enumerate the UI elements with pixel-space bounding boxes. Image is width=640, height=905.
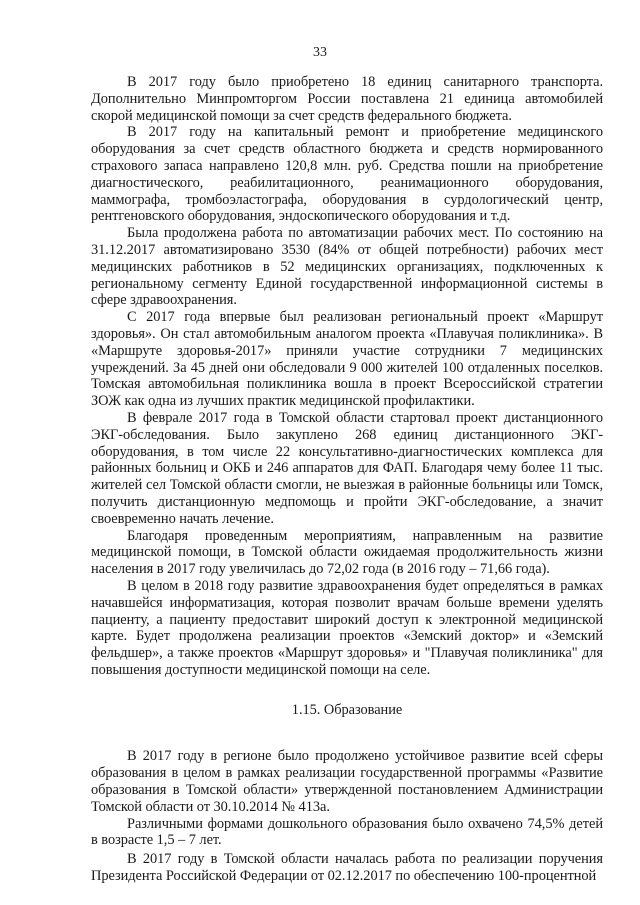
paragraph-equipment-funding: В 2017 году на капитальный ремонт и приобретение медицинского оборудования за счет средств областного бюджета и средств нормированного страхового запаса направлено 120,8 млн. руб. Средства пошли на приобретение диагностического, реабилитационного, реанимационного оборудования, маммографа, тромбоэластографа, оборудования в сурдологический центр, рентгеновского оборудования, эндоскопического оборудования и т.д. (91, 124, 603, 225)
paragraph-education-program: В 2017 году в регионе было продолжено устойчивое развитие всей сферы образования в целом в рамках реализации государственной программы «Развитие образования в Томской области» утвержденной постановлением Администрации Томской области от 30.10.2014 № 413а. (91, 748, 603, 815)
document-body (91, 74, 603, 885)
paragraph-workplace-automation: Была продолжена работа по автоматизации рабочих мест. По состоянию на 31.12.2017 автоматизировано 3530 (84% от общей потребности) рабочих мест медицинских работников в 52 медицинских организациях, подключенных к региональному сегменту Единой государственной информационной системы в сфере здравоохранения. (91, 225, 603, 309)
paragraph-life-expectancy: Благодаря проведенным мероприятиям, направленным на развитие медицинской помощи, в Томской области ожидаемая продолжительность жизни населения в 2017 году увеличилась до 72,02 года (в 2016 году – 71,66 года). (91, 527, 603, 578)
page-number: 33 (313, 45, 327, 60)
paragraph-health-route-project: С 2017 года впервые был реализован региональный проект «Маршрут здоровья». Он стал автомобильным аналогом проекта «Плавучая поликлиника». В «Маршруте здоровья-2017» приняли участие сотрудники 7 медицинских учреждений. За 45 дней они обследовали 9 000 жителей 100 отдаленных поселков. Томская автомобильная поликлиника вошла в проект Всероссийской стратегии ЗОЖ как одна из лучших практик медицинской профилактики. (91, 309, 603, 410)
paragraph-ecg-project: В феврале 2017 года в Томской области стартовал проект дистанционного ЭКГ-обследования. Было закуплено 268 единиц дистанционного ЭКГ-оборудования, в том числе 22 консультативно-диагностических комплекса для районных больниц и ОКБ и 246 аппаратов для ФАП. Благодаря чему более 11 тыс. жителей сел Томской области смогли, не выезжая в районные больницы или Томск, получить дистанционную медпомощь и пройти ЭКГ-обследование, а значит своевременно начать лечение. (91, 409, 603, 527)
paragraph-sanitary-transport: В 2017 году было приобретено 18 единиц санитарного транспорта. Дополнительно Минпромторгом России поставлена 21 единица автомобилей скорой медицинской помощи за счет средств федерального бюджета. (91, 74, 603, 124)
paragraph-healthcare-outlook-2018: В целом в 2018 году развитие здравоохранения будет определяться в рамках начавшейся информатизация, которая позволит врачам больше времени уделять пациенту, а пациенту предоставит широкий доступ к электронной медицинской карте. Будет продолжена реализации проектов «Земский доктор» и «Земский фельдшер», а также проектов «Маршрут здоровья» и "Плавучая поликлиника" для повышения доступности медицинской помощи на селе. (91, 577, 603, 678)
section-heading: 1.15. Образование (291, 701, 403, 718)
paragraph-preschool-coverage: Различными формами дошкольного образования было охвачено 74,5% детей в возрасте 1,5 – 7 лет. (91, 815, 603, 849)
paragraph-presidential-order: В 2017 году в Томской области началась работа по реализации поручения Президента Российской Федерации от 02.12.2017 по обеспечению 100-процентной (91, 851, 603, 885)
